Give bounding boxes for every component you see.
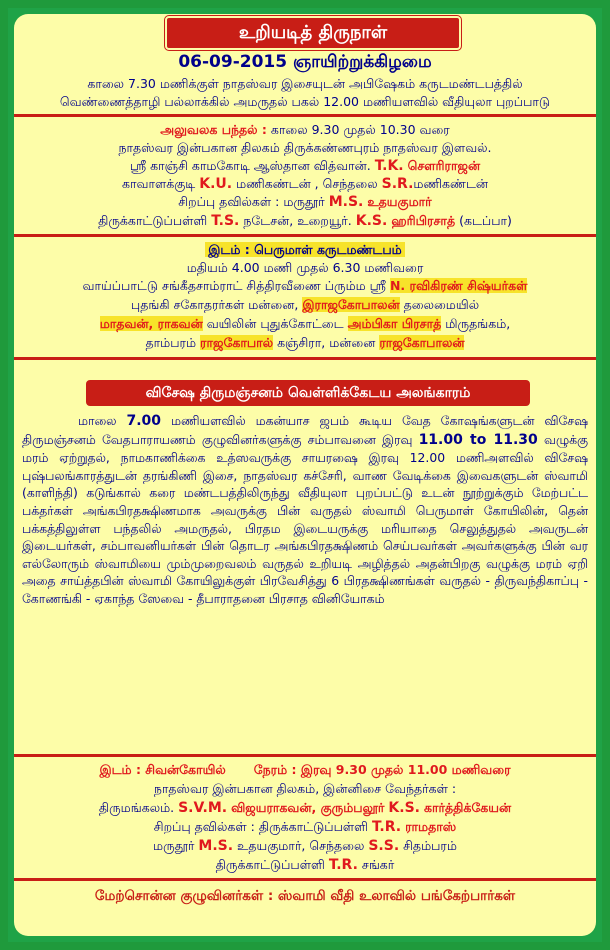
initials: S.S. — [368, 838, 400, 854]
section3-line-4 — [14, 819, 596, 835]
artist-name: விஜயராகவன், குரும்பலூர் — [231, 800, 385, 815]
divider — [14, 878, 596, 881]
initials: T.S. — [211, 213, 240, 229]
text: வாய்ப்பாட்டு சங்கீதசாம்ராட் சித்திரவீணை ப்ரும்ம ஸ்ரீ — [82, 278, 386, 293]
section3-line-6 — [14, 857, 596, 873]
divider — [14, 357, 596, 360]
text: தாம்பரம் — [145, 335, 197, 350]
time: 11.00 to 11.30 — [418, 431, 538, 448]
initials: M.S. — [198, 838, 234, 854]
text: திருக்காட்டுப்பள்ளி — [98, 213, 208, 228]
section1-line-6 — [14, 213, 596, 229]
text: கஞ்சிரா, மன்னை — [277, 335, 376, 350]
section3-header — [14, 762, 596, 778]
text: மாலை — [78, 413, 117, 428]
initials: K.U. — [199, 176, 233, 192]
text: மிருதங்கம், — [445, 316, 511, 331]
section3-line-2: நாதஸ்வர இன்பகான திலகம், இன்னிசை வேந்தர்கள் : — [153, 781, 457, 796]
text: உதயகுமார், செந்தலை — [237, 838, 365, 853]
text: வழுக்கு மரம் ஏற்றுதல், நாமகாணிக்கை உத்ஸவருக்கு சாயரஷை இரவு 12.00 மணிஅளவில் விசேஷ புஷ்பலங்காரத்துடன் தரங்கிணி இசை, நாதஸ்வர கச்சேரி, வாண வேடிக்கை இவைகளுடன் ஸ்வாமி (காளிந்தி) கடுங்கால் கரை மண்டபத்திலிருந்து வீதியுலா புறப்பட்டு உடன் நூற்றுக்கும் மேற்பட்ட பக்தர்கள் அங்கபிரதக்ஷிணமாக அவருக்கு பின் வருதல் ஸ்வாமி பெருமாள் கோயிலின், தென் பக்கத்திலுள்ள பந்தலில் அமருதல், பிரதம இடையருக்கு மரியாதை செலுத்துதல் அவருடன் இடையர்கள், சம்பாவனியர்கள் பின் தொடர அங்கபிரதக்ஷிணம் செய்பவர்கள் அவர்களுக்கு பின் வர எல்லோரும் ஸ்வாமியை மும்முறைவலம் வருதல் உறியடி அழித்தல் அதன்பிறகு வழுக்கு மரம் ஏறி அதை சாய்த்தபின் ஸ்வாமி கோயிலுக்குள் பிரவேசித்து 6 பிரதக்ஷிணங்கள் வருதல் - திருவந்திகாப்பு - கோணங்கி - ஏகாந்த ஸேவை - தீபாராதனை பிரசாத வினியோகம் — [22, 431, 588, 606]
text: ஸ்ரீ காஞ்சி காமகோடி ஆஸ்தான வித்வான். — [129, 158, 371, 173]
text: சிதம்பரம் — [403, 838, 457, 853]
artist-name: சௌரிராஜன் — [407, 158, 481, 173]
initials: K.S. — [388, 800, 420, 816]
artist-name: அம்பிகா பிரசாத் — [347, 316, 442, 331]
intro-line-1: காலை 7.30 மணிக்குள் நாதஸ்வர இசையுடன் அபிஷேகம் கருடமண்டபத்தில் — [87, 76, 523, 91]
text: சிறப்பு தவில்கள் : மருதூர் — [178, 194, 325, 209]
artist-name: ராஜகோபால் — [200, 335, 274, 350]
artist-name: இராஜகோபாலன் — [302, 297, 400, 312]
title-banner: உறியடித் திருநாள் — [165, 16, 461, 50]
text: மணியளவில் மகன்யாச ஜபம் கூடிய வேத கோஷங்களுடன் விசேஷ திருமஞ்சனம் வேதபாராயணம் குழுவினர்களுக்கு சம்பாவனை இரவு — [22, 413, 588, 447]
section2-place — [14, 242, 596, 258]
divider — [14, 114, 596, 117]
time-label: நேரம் : இரவு 9.30 முதல் 11.00 மணிவரை — [253, 762, 511, 777]
section1-line-5 — [14, 194, 596, 210]
text: புதங்கி சகோதரர்கள் மன்னை, — [130, 297, 299, 312]
place-label: இடம் : சிவன்கோயில் — [99, 762, 226, 777]
section2-time: மதியம் 4.00 மணி முதல் 6.30 மணிவரை — [186, 260, 424, 275]
time: 7.00 — [126, 413, 162, 429]
abhishekam-banner: விசேஷ திருமஞ்சனம் வெள்ளிக்கேடய அலங்காரம் — [86, 380, 530, 406]
text: (கடப்பா) — [459, 213, 512, 228]
place-label: இடம் : பெருமாள் கருடமண்டபம் — [205, 242, 405, 257]
event-paragraph — [22, 412, 588, 608]
initials: T.R. — [371, 819, 402, 835]
text: திருமங்கலம். — [98, 800, 175, 815]
initials: T.K. — [374, 158, 404, 174]
divider — [14, 754, 596, 757]
initials: S.R. — [381, 176, 414, 192]
intro-line-2: வெண்ணைத்தாழி பல்லாக்கில் அமருதல் பகல் 12.00 மணியளவில் வீதியுலா புறப்பாடு — [59, 94, 551, 109]
artist-name: மாதவன், ராகவன் — [99, 316, 203, 331]
artist-name: ராமதாஸ் — [405, 819, 457, 834]
text: சிறப்பு தவில்கள் : திருக்காட்டுப்பள்ளி — [153, 819, 368, 834]
section1-line-2: நாதஸ்வர இன்பகான திலகம் திருக்கண்ணபுரம் நாதஸ்வர இளவல். — [118, 140, 492, 155]
text: மருதூர் — [153, 838, 195, 853]
section1-label: அலுவலக பந்தல் : — [160, 122, 267, 137]
artist-name: ஹரிபிரசாத் — [391, 213, 456, 228]
section2-line-6 — [14, 335, 596, 351]
artist-name: N. ரவிகிரண் சிஷ்யர்கள் — [389, 278, 528, 293]
artist-name: ராஜகோபாலன் — [379, 335, 465, 350]
divider — [14, 234, 596, 237]
text: காவாளக்குடி — [121, 176, 196, 191]
section2-line-3 — [14, 278, 596, 294]
footer-note: மேற்சொன்ன குழுவினர்கள் : ஸ்வாமி வீதி உலாவில் பங்கேற்பார்கள் — [94, 888, 516, 904]
text: நடேசன், உறையூர். — [243, 213, 352, 228]
artist-name: உதயகுமார் — [367, 194, 432, 209]
section1-header — [14, 122, 596, 138]
section1-time: காலை 9.30 முதல் 10.30 வரை — [270, 122, 450, 137]
text: மணிகண்டன் , செந்தலை — [236, 176, 378, 191]
section1-line-3 — [14, 158, 596, 174]
initials: T.R. — [328, 857, 358, 873]
initials: K.S. — [355, 213, 388, 229]
section2-line-5 — [14, 316, 596, 332]
text: திருக்காட்டுப்பள்ளி — [215, 857, 325, 872]
text: தலைமையில் — [403, 297, 480, 312]
invitation-card — [14, 14, 596, 936]
section3-line-3 — [14, 800, 596, 816]
artist-name: கார்த்திக்கேயன் — [423, 800, 512, 815]
section1-line-4 — [14, 176, 596, 192]
date-line: 06-09-2015 ஞாயிற்றுக்கிழமை — [178, 52, 432, 72]
section2-line-4 — [14, 297, 596, 313]
initials: M.S. — [328, 194, 364, 210]
section3-line-5 — [14, 838, 596, 854]
text: வயிலின் புதுக்கோட்டை — [206, 316, 344, 331]
text: மணிகண்டன் — [413, 176, 489, 191]
initials: S.V.M. — [178, 800, 228, 816]
text: சங்கர் — [361, 857, 395, 872]
